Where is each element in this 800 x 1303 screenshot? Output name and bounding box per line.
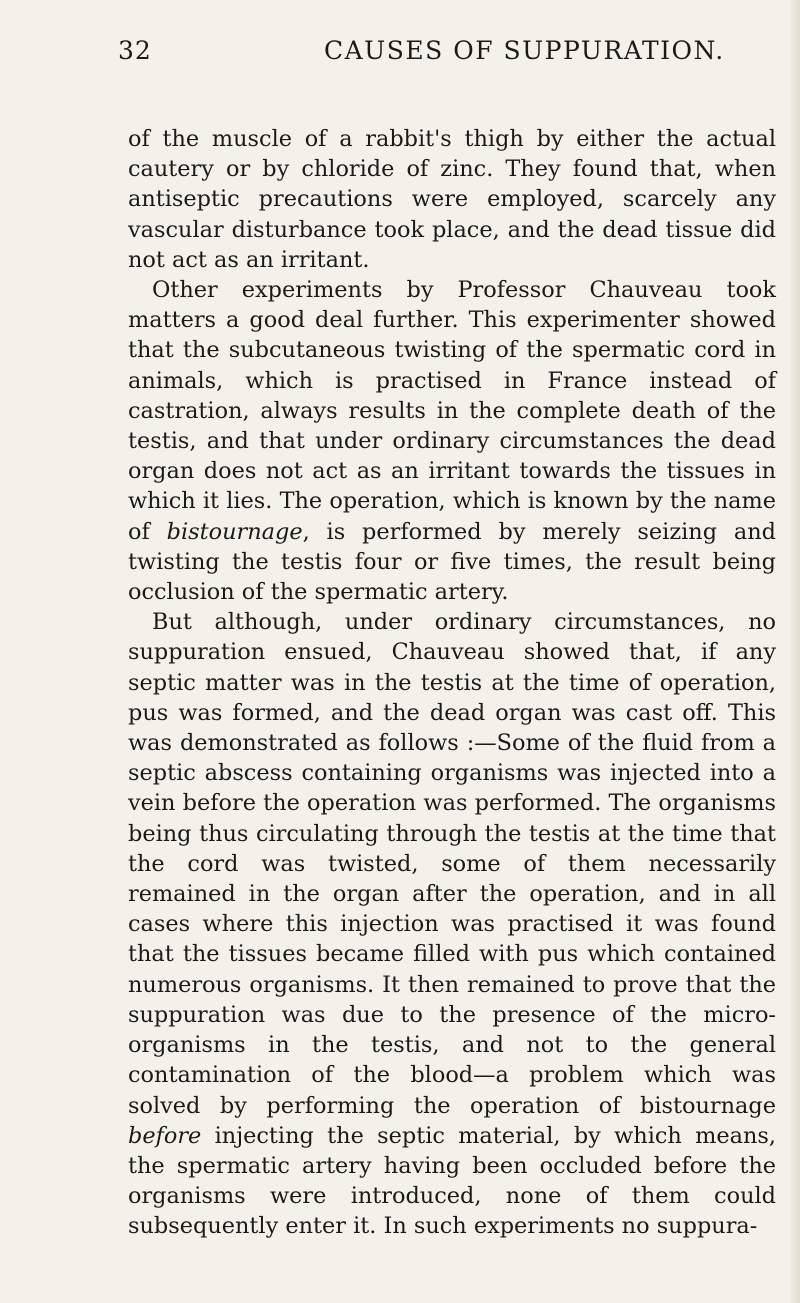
- page-header: [118, 36, 760, 72]
- paragraph-1-text: of the muscle of a rabbit's thigh by either the actual cautery or by chloride of zinc. They found that, when antiseptic precautions were employed, scarcely any vascular disturbance took place, and the dead tissue did not act as an irritant.: [128, 126, 776, 273]
- page-number: 32: [118, 36, 152, 65]
- page-edge-shadow: [790, 0, 800, 1303]
- paragraph-3-text-after: injecting the septic material, by which means, the spermatic artery having been occluded before the organisms were introduced, none of them could subsequently enter it. In such experiments no suppura-: [128, 1122, 776, 1240]
- paragraph-3-italic-term: before: [128, 1122, 202, 1149]
- paragraph-3-text-before: But although, under ordinary circumstances, no suppuration ensued, Chauveau showed that, if any septic matter was in the testis at the time of operation, pus was formed, and the dead organ was cast off. This was demonstrated as follows :—Some of the fluid from a septic abscess containing organisms was injected into a vein before the operation was performed. The organisms being thus circulating through the testis at the time that the cord was twisted, some of them necessarily remained in the organ after the operation, and in all cases where this injection was practised it was found that the tissues became filled with pus which contained numerous organisms. It then remained to prove that the suppuration was due to the presence of the micro-organisms in the testis, and not to the general contamination of the blood—a problem which was solved by performing the operation of bistournage: [128, 609, 776, 1119]
- paragraph-2-text-after: , is performed by merely seizing and twisting the testis four or five times, the result being occlusion of the spermatic artery.: [128, 518, 776, 606]
- body-text: [128, 124, 776, 1242]
- paragraph-1: [128, 124, 776, 275]
- paragraph-2-text-before: Other experiments by Professor Chauveau took matters a good deal further. This experimenter showed that the subcutaneous twisting of the spermatic cord in animals, which is practised in France instead of castration, always results in the complete death of the testis, and that under ordinary circumstances the dead organ does not act as an irritant towards the tissues in which it lies. The operation, which is known by the name of: [128, 277, 776, 545]
- paragraph-3: [128, 607, 776, 1241]
- running-head: CAUSES OF SUPPURATION.: [324, 36, 725, 65]
- paragraph-2: [128, 275, 776, 607]
- paragraph-2-italic-term: bistournage: [166, 518, 303, 545]
